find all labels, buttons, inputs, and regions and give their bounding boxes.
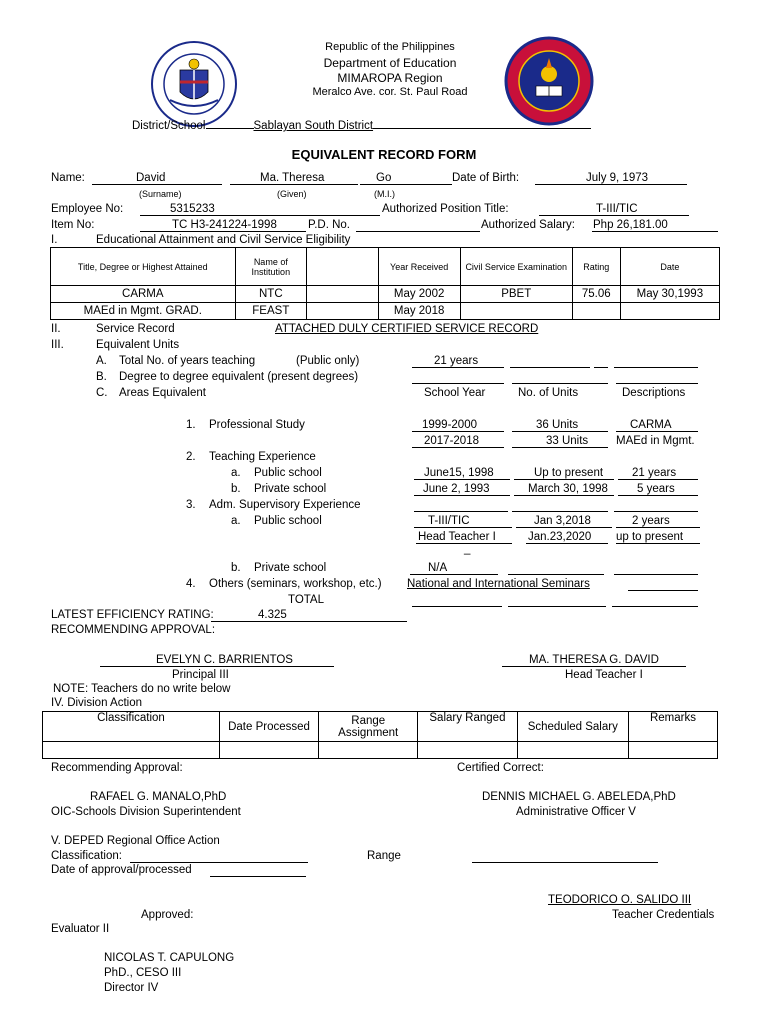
note-text: NOTE: Teachers do no write below bbox=[53, 683, 231, 695]
section3-num: III. bbox=[51, 339, 64, 351]
certified-correct-label: Certified Correct: bbox=[457, 762, 544, 774]
given-name-value: Ma. Theresa bbox=[260, 172, 325, 184]
item-c-label: C. bbox=[96, 387, 108, 399]
admin-officer-title: Administrative Officer V bbox=[516, 806, 636, 818]
professional-study-label: Professional Study bbox=[209, 419, 305, 431]
district-value: Sablayan South District bbox=[253, 120, 374, 132]
teacher-credentials-label: Teacher Credentials bbox=[612, 909, 715, 921]
section2-title: Service Record bbox=[96, 323, 175, 335]
header-department: Department of Education bbox=[323, 56, 457, 70]
header-region: MIMAROPA Region bbox=[337, 71, 443, 85]
header-country: Republic of the Philippines bbox=[325, 41, 455, 53]
position-label: Authorized Position Title: bbox=[382, 203, 509, 215]
regional-range-label: Range bbox=[367, 850, 401, 862]
edu-header-year: Year Received bbox=[378, 248, 460, 286]
others-label: Others (seminars, workshop, etc.) bbox=[209, 578, 382, 590]
evaluator-name: TEODORICO O. SALIDO III bbox=[548, 894, 692, 906]
middle-initial-value: Go bbox=[376, 172, 392, 184]
item-b-label: B. bbox=[96, 371, 107, 383]
section1-num: I. bbox=[51, 234, 58, 246]
teaching-experience-label: Teaching Experience bbox=[209, 451, 316, 463]
item-b-text: Degree to degree equivalent (present degrees) bbox=[119, 371, 359, 383]
item-c-text: Areas Equivalent bbox=[119, 387, 206, 399]
admin-officer-name: DENNIS MICHAEL G. ABELEDA,PhD bbox=[482, 791, 676, 803]
section1-title: Educational Attainment and Civil Service Eligibility bbox=[96, 234, 351, 246]
education-table bbox=[50, 247, 720, 320]
table-row: CARMA NTC May 2002 PBET 75.06 May 30,1993 bbox=[51, 286, 720, 303]
recommending-approval-2: Recommending Approval: bbox=[51, 762, 183, 774]
edu-header-title: Title, Degree or Highest Attained bbox=[51, 248, 236, 286]
item-label: Item No: bbox=[51, 219, 95, 231]
position-value: T-III/TIC bbox=[596, 203, 638, 215]
adm-experience-label: Adm. Supervisory Experience bbox=[209, 499, 361, 511]
name-label: Name: bbox=[51, 172, 85, 184]
principal-title: Principal III bbox=[172, 669, 229, 681]
efficiency-value: 4.325 bbox=[258, 609, 287, 621]
head-teacher-name: MA. THERESA G. DAVID bbox=[529, 654, 659, 666]
col-school-year: School Year bbox=[424, 387, 486, 399]
col-units: No. of Units bbox=[518, 387, 579, 399]
head-teacher-title: Head Teacher I bbox=[565, 669, 643, 681]
district-label: District/School Sablayan South District bbox=[132, 116, 591, 132]
edu-header-date: Date bbox=[620, 248, 719, 286]
item-a-text: Total No. of years teaching bbox=[119, 355, 256, 367]
deped-seal-logo bbox=[150, 40, 238, 128]
item-a-note: (Public only) bbox=[296, 355, 360, 367]
recommending-approval-label: RECOMMENDING APPROVAL: bbox=[51, 624, 216, 636]
regional-classification-label: Classification: bbox=[51, 850, 122, 862]
item-no-value: TC H3-241224-1998 bbox=[172, 219, 277, 231]
efficiency-label: LATEST EFFICIENCY RATING: bbox=[51, 609, 214, 621]
service-record-value: ATTACHED DULY CERTIFIED SERVICE RECORD bbox=[275, 323, 539, 335]
item-a-value: 21 years bbox=[434, 355, 479, 367]
edu-header-rating: Rating bbox=[572, 248, 620, 286]
pd-label: P.D. No. bbox=[308, 219, 350, 231]
others-value: National and International Seminars bbox=[407, 578, 590, 590]
principal-name: EVELYN C. BARRIENTOS bbox=[156, 654, 293, 666]
col-descriptions: Descriptions bbox=[622, 387, 686, 399]
employee-label: Employee No: bbox=[51, 203, 124, 215]
superintendent-title: OIC-Schools Division Superintendent bbox=[51, 806, 241, 818]
division-action-table: Classification Date Processed Range Assignment Salary Ranged Scheduled Salary Remarks bbox=[42, 711, 718, 759]
total-label: TOTAL bbox=[288, 594, 324, 606]
given-caption: (Given) bbox=[277, 189, 307, 199]
director-degree: PhD., CESO III bbox=[104, 967, 182, 979]
salary-value: Php 26,181.00 bbox=[593, 219, 668, 231]
section2-num: II. bbox=[51, 323, 61, 335]
director-title: Director IV bbox=[104, 982, 159, 994]
dob-label: Date of Birth: bbox=[452, 172, 520, 184]
edu-header-institution: Name of Institution bbox=[235, 248, 306, 286]
regional-date-label: Date of approval/processed bbox=[51, 864, 192, 876]
edu-header-exam: Civil Service Examination bbox=[460, 248, 572, 286]
surname-value: David bbox=[136, 172, 166, 184]
form-title: EQUIVALENT RECORD FORM bbox=[291, 147, 477, 162]
evaluator-title: Evaluator II bbox=[51, 923, 110, 935]
approved-label: Approved: bbox=[141, 909, 194, 921]
dob-value: July 9, 1973 bbox=[586, 172, 649, 184]
edu-header-blank bbox=[307, 248, 378, 286]
section3-title: Equivalent Units bbox=[96, 339, 180, 351]
director-name: NICOLAS T. CAPULONG bbox=[104, 952, 235, 964]
item-a-label: A. bbox=[96, 355, 107, 367]
employee-no-value: 5315233 bbox=[170, 203, 215, 215]
mi-caption: (M.I.) bbox=[374, 189, 395, 199]
section5-title: V. DEPED Regional Office Action bbox=[51, 835, 220, 847]
table-row: MAEd in Mgmt. GRAD. FEAST May 2018 bbox=[51, 303, 720, 320]
salary-label: Authorized Salary: bbox=[481, 219, 575, 231]
superintendent-name: RAFAEL G. MANALO,PhD bbox=[90, 791, 227, 803]
table-row bbox=[43, 742, 718, 759]
header-address: Meralco Ave. cor. St. Paul Road bbox=[312, 86, 468, 98]
section4-title: IV. Division Action bbox=[51, 697, 142, 709]
surname-caption: (Surname) bbox=[139, 189, 182, 199]
